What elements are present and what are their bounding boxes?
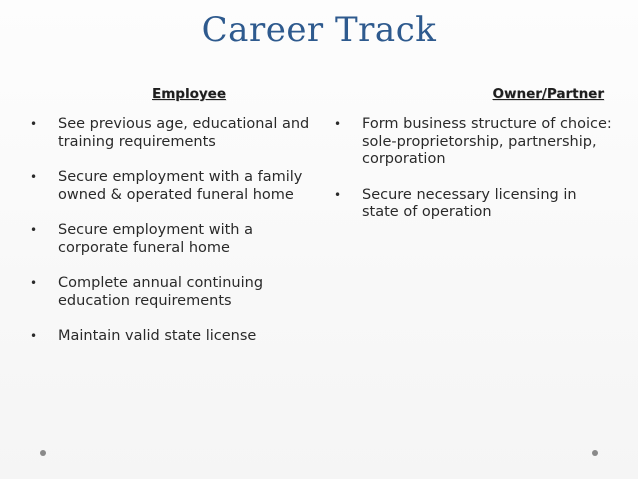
bullet-icon: • (334, 187, 342, 202)
slide-title: Career Track (201, 10, 437, 50)
bullet-icon: • (30, 276, 38, 290)
bullet-icon: • (30, 170, 38, 184)
employee-heading: Employee (152, 86, 226, 102)
list-item-text: See previous age, educational and training requirements (58, 116, 310, 150)
list-item-text: Maintain valid state license (58, 328, 257, 344)
list-item (28, 222, 310, 257)
owner-partner-bullet-list (332, 116, 612, 222)
list-item-text: Secure employment with a corporate funeral home (58, 222, 253, 256)
list-item (28, 169, 310, 204)
list-item (332, 187, 612, 222)
list-item (332, 116, 612, 169)
list-item (28, 116, 310, 151)
list-item-text: Complete annual continuing education requirements (58, 275, 264, 309)
bullet-icon: • (334, 117, 342, 131)
employee-column (28, 86, 310, 364)
list-item (28, 328, 310, 346)
list-item-text: Secure necessary licensing in state of operation (362, 186, 577, 220)
list-item-text: Secure employment with a family owned & operated funeral home (58, 169, 303, 203)
decorative-dot-icon (592, 450, 598, 456)
owner-partner-heading: Owner/Partner (492, 86, 604, 102)
owner-partner-column (332, 86, 612, 240)
employee-bullet-list (28, 116, 310, 346)
list-item-text: Form business structure of choice: sole-proprietorship, partnership, corporation (362, 116, 612, 167)
list-item (28, 275, 310, 310)
bullet-icon: • (30, 223, 38, 237)
bullet-icon: • (30, 117, 38, 131)
decorative-dot-icon (40, 450, 46, 456)
bullet-icon: • (30, 329, 38, 343)
